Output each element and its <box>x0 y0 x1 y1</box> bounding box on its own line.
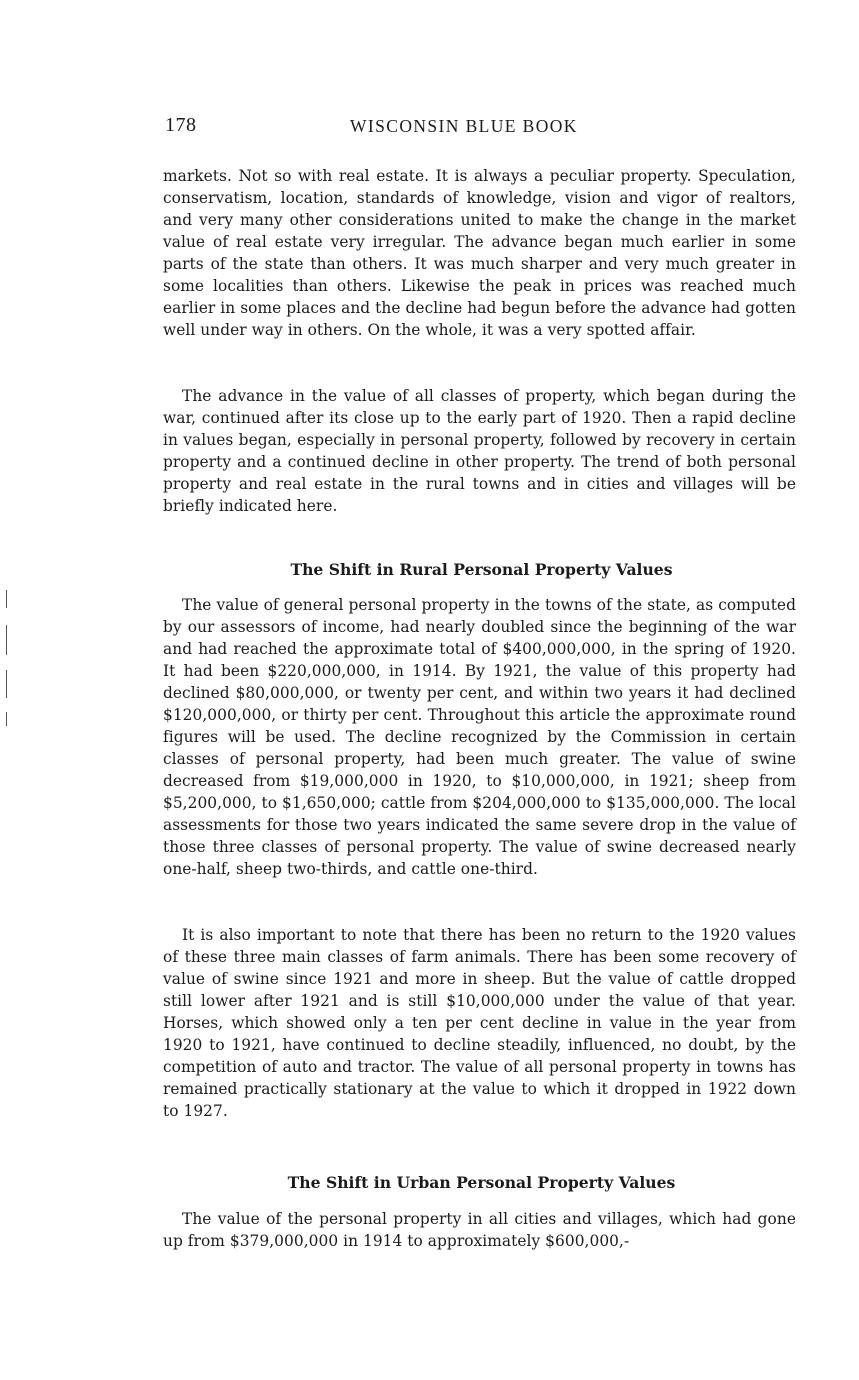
scan-margin-mark <box>6 625 7 655</box>
scan-margin-mark <box>6 590 7 608</box>
page-header <box>163 114 799 140</box>
running-title: WISCONSIN BLUE BOOK <box>350 116 578 136</box>
paragraph: The value of the personal property in all cities and villages, which had gone up from $379,000,000 in 1914 to approximately $600,000,- <box>163 1210 796 1250</box>
paragraph: The value of general personal property in the towns of the state, as computed by our assessors of income, had nearly doubled since the beginning of the war and had reached the approximate total of $400,000,000, in the spring of 1920. It had been $220,000,000, in 1914. By 1921, the value of this property had declined $80,000,000, or twenty per cent, and within two years it had declined $120,000,000, or thirty per cent. Throughout this article the approximate round figures will be used. The decline recognized by the Commission in certain classes of personal property, had been much greater. The value of swine decreased from $19,000,000 in 1920, to $10,000,000, in 1921; sheep from $5,200,000, to $1,650,000; cattle from $204,000,000 to $135,000,000. The local assessments for those two years indicated the same severe drop in the value of those three classes of personal property. The value of swine decreased nearly one-half, sheep two-thirds, and cattle one-third. <box>163 596 796 878</box>
scan-margin-mark <box>6 670 7 698</box>
section-heading: The Shift in Rural Personal Property Values <box>290 560 673 579</box>
page-number: 178 <box>165 114 197 136</box>
paragraph: The advance in the value of all classes of property, which began during the war, continued after its close up to the early part of 1920. Then a rapid decline in values began, especially in personal property, followed by recovery in certain property and a continued decline in other property. The trend of both personal property and real estate in the rural towns and in cities and villages will be briefly indicated here. <box>163 387 796 515</box>
section-heading: The Shift in Urban Personal Property Values <box>287 1173 676 1192</box>
paragraph: It is also important to note that there has been no return to the 1920 values of these three main classes of farm animals. There has been some recovery of value of swine since 1921 and more in sheep. But the value of cattle dropped still lower after 1921 and is still $10,000,000 under the value of that year. Horses, which showed only a ten per cent decline in value in the year from 1920 to 1921, have continued to decline steadily, influenced, no doubt, by the competition of auto and tractor. The value of all personal property in towns has remained practically stationary at the value to which it dropped in 1922 down to 1927. <box>163 926 796 1120</box>
paragraph: markets. Not so with real estate. It is always a peculiar property. Speculation, conservatism, location, standards of knowledge, vision and vigor of realtors, and very many other considerations united to make the change in the market value of real estate very irregular. The advance began much earlier in some parts of the state than others. It was much sharper and very much greater in some localities than others. Likewise the peak in prices was reached much earlier in some places and the decline had begun before the advance had gotten well under way in others. On the whole, it was a very spotted affair. <box>163 167 796 339</box>
scan-margin-mark <box>6 712 7 726</box>
